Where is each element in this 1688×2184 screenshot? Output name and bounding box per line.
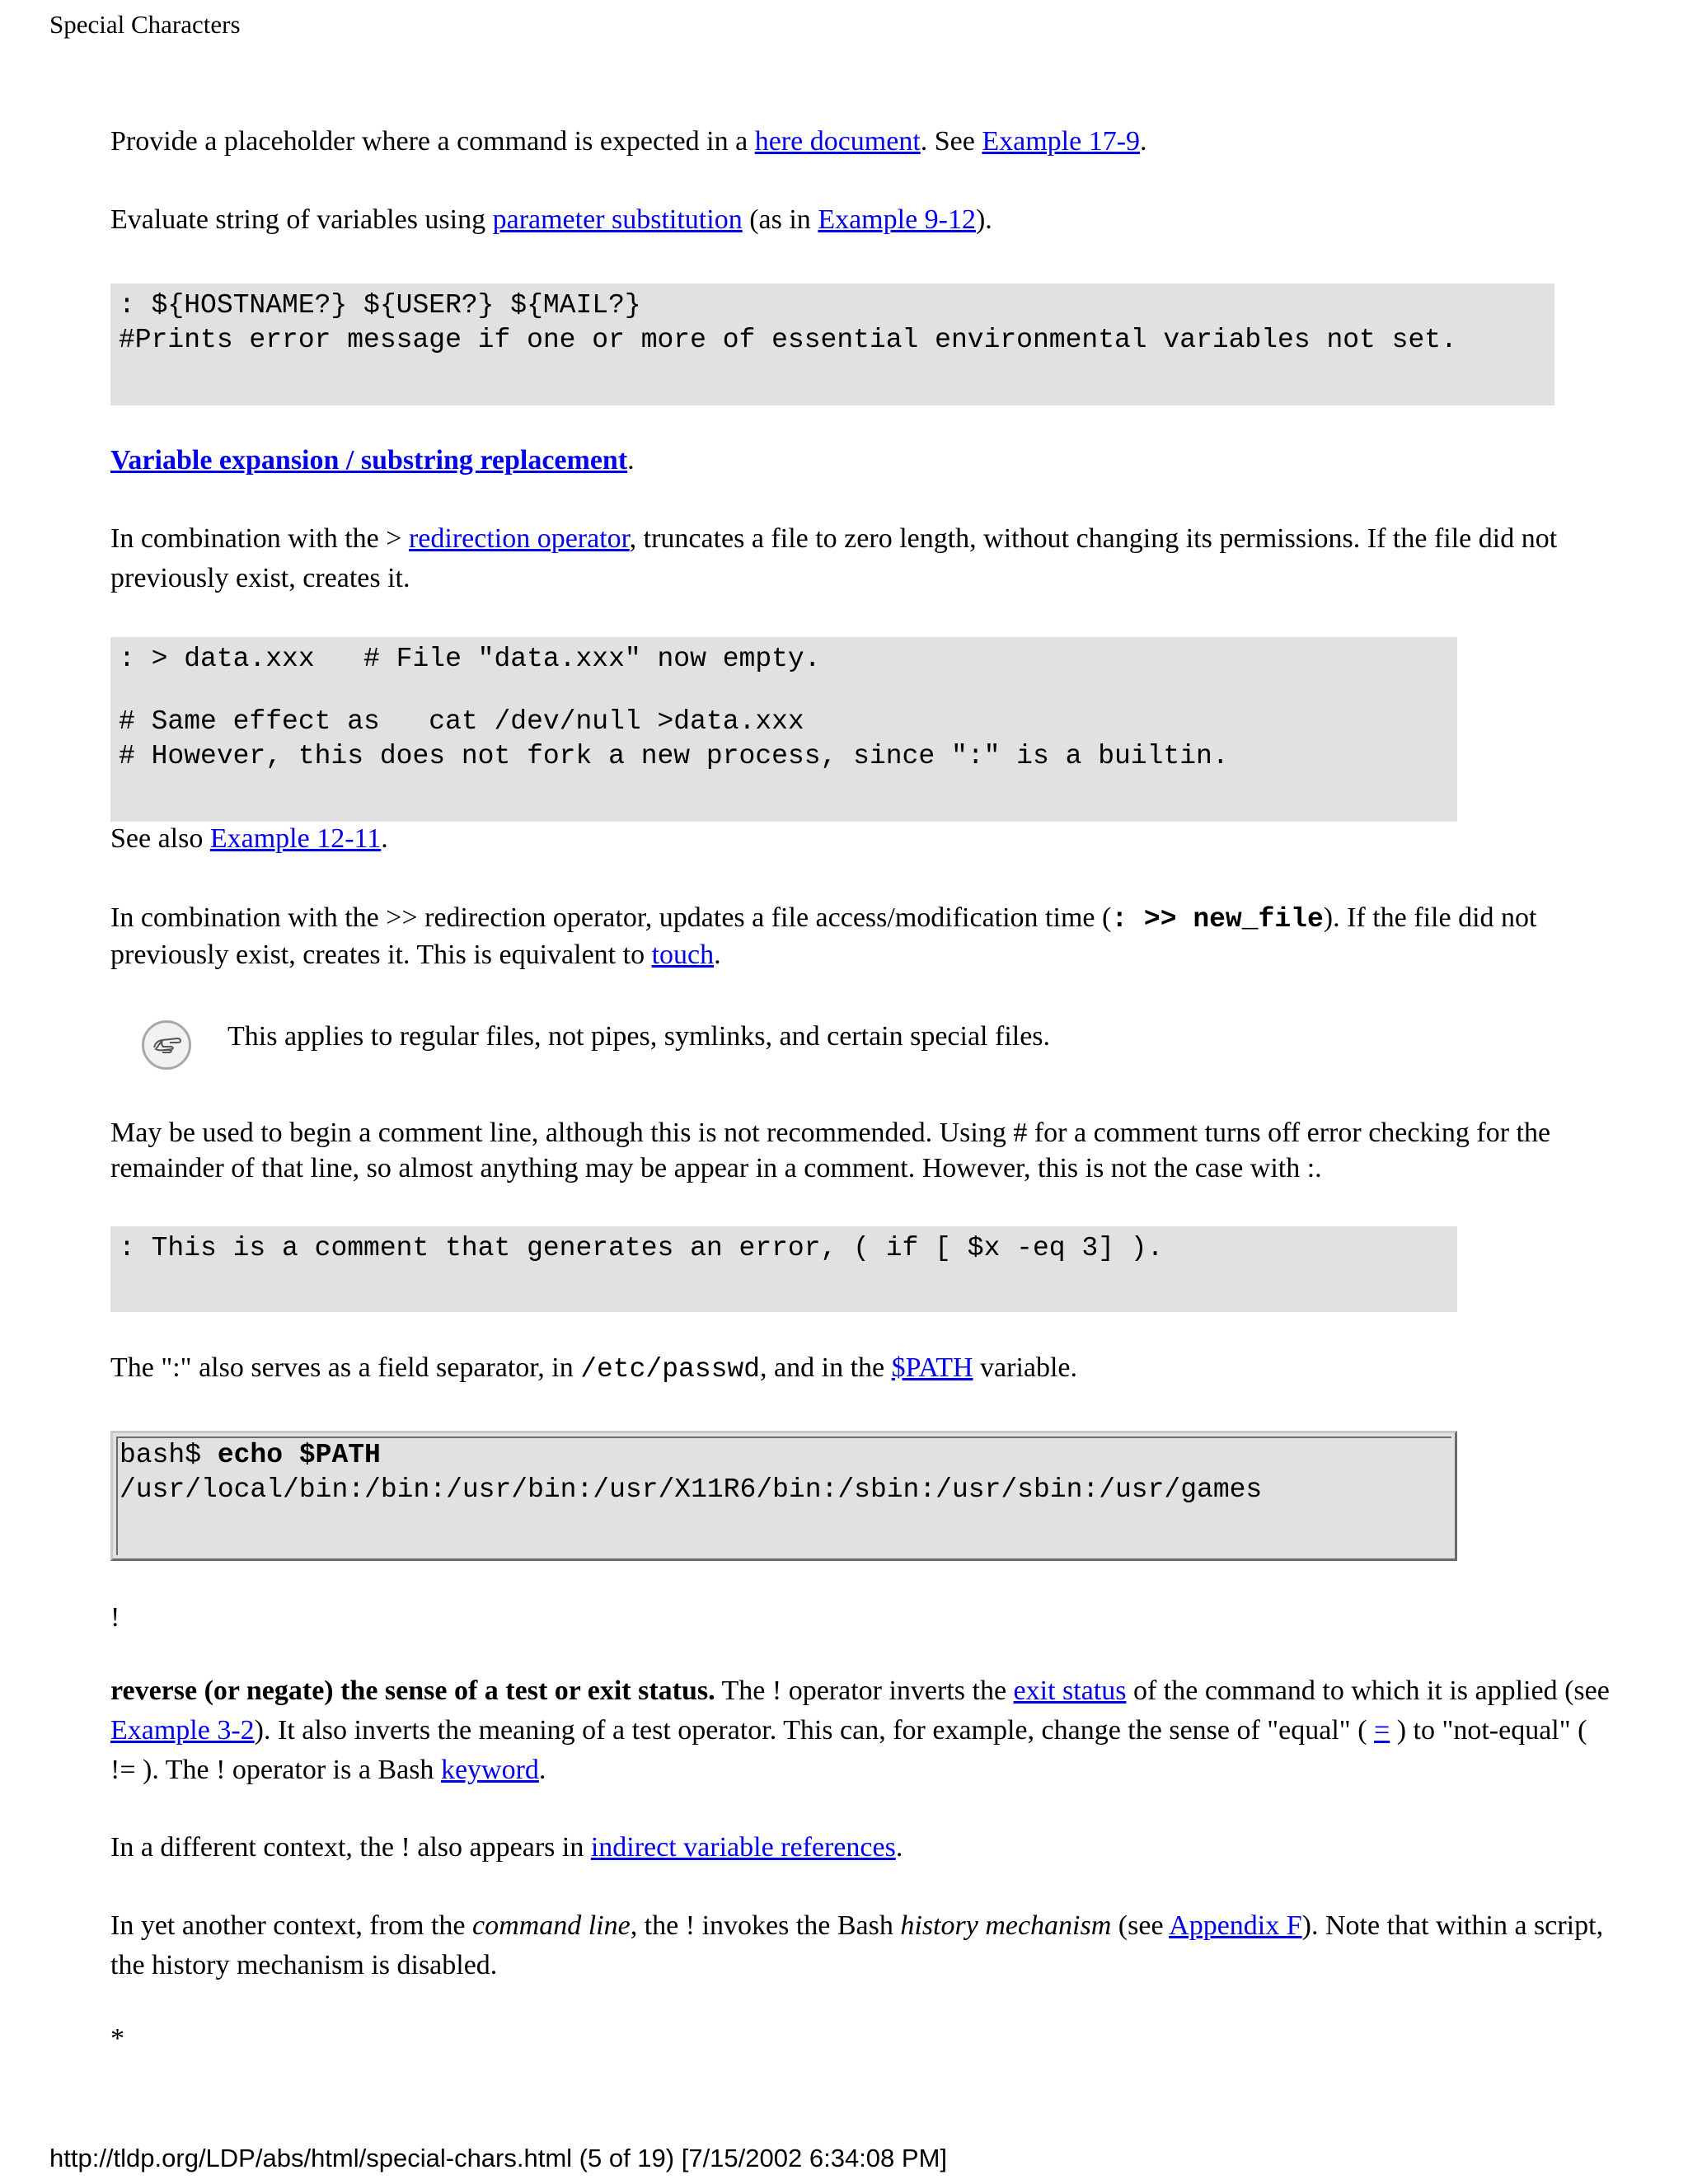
paragraph-truncate — [110, 519, 1619, 598]
command: echo $PATH — [217, 1440, 381, 1470]
link-touch[interactable]: touch — [651, 940, 715, 970]
bold-text: reverse (or negate) the sense of a test or exit status. — [110, 1675, 715, 1706]
text: . — [627, 445, 635, 476]
code-line: # Same effect as cat /dev/null >data.xxx — [119, 706, 804, 737]
symbol-star: * — [110, 2023, 124, 2054]
code-block-env-vars — [110, 284, 1554, 405]
output: /usr/local/bin:/bin:/usr/bin:/usr/X11R6/bin:/sbin:/usr/sbin:/usr/games — [120, 1474, 1263, 1505]
text: In combination with the > — [110, 523, 409, 554]
text: The ! operator inverts the — [715, 1675, 1014, 1706]
link-parameter-substitution[interactable]: parameter substitution — [492, 204, 743, 235]
link-example-17-9[interactable]: Example 17-9 — [982, 126, 1141, 157]
text: Provide a placeholder where a command is expected in a — [110, 126, 755, 157]
code-line: : ${HOSTNAME?} ${USER?} ${MAIL?} — [119, 290, 641, 321]
emphasis: history mechanism — [900, 1910, 1112, 1941]
code-block-comment — [110, 1226, 1457, 1312]
code-line: #Prints error message if one or more of essential environmental variables not set. — [119, 325, 1457, 355]
text: , truncates a file to zero length, without changing its permissions. If the file did not previously exist, creates it. — [110, 523, 1558, 593]
text: variable. — [973, 1352, 1078, 1383]
text: In a different context, the ! also appears in — [110, 1832, 591, 1863]
pointing-hand-icon-graphic — [144, 1023, 189, 1067]
text: Evaluate string of variables using — [110, 204, 493, 235]
code-line: : > data.xxx # File "data.xxx" now empty. — [119, 644, 821, 674]
page-footer: http://tldp.org/LDP/abs/html/special-chars.html (5 of 19) [7/15/2002 6:34:08 PM] — [49, 2144, 948, 2172]
text: In yet another context, from the — [110, 1910, 473, 1941]
text: , the ! invokes the Bash — [630, 1910, 901, 1941]
link-keyword[interactable]: keyword — [440, 1755, 539, 1785]
link-path[interactable]: $PATH — [891, 1352, 973, 1383]
code-block-truncate — [110, 637, 1457, 822]
text: . — [895, 1832, 903, 1863]
link-variable-expansion[interactable]: Variable expansion / substring replacement — [110, 445, 628, 476]
text: ) to "not-equal" ( != ). The ! operator is a Bash — [110, 1715, 1587, 1785]
emphasis: command line — [472, 1910, 631, 1941]
link-exit-status[interactable]: exit status — [1013, 1675, 1127, 1706]
paragraph-evaluate — [110, 200, 1619, 240]
text: . — [1140, 126, 1147, 157]
link-example-12-11[interactable]: Example 12-11 — [209, 823, 382, 854]
text: In combination with the >> redirection operator, updates a file access/modification time ( — [110, 902, 1112, 933]
paragraph-field-separator — [110, 1348, 1619, 1390]
text: See also — [110, 823, 210, 854]
text: The ":" also serves as a field separator, in — [110, 1352, 581, 1383]
paragraph-variable-expansion — [110, 441, 1619, 480]
paragraph-negate — [110, 1671, 1619, 1790]
terminal-screen — [110, 1431, 1457, 1561]
symbol-bang: ! — [110, 1602, 120, 1633]
link-indirect-variable-references[interactable]: indirect variable references — [590, 1832, 896, 1863]
link-redirection-operator[interactable]: redirection operator — [408, 523, 630, 554]
paragraph-append — [110, 900, 1619, 972]
inline-code: /etc/passwd — [580, 1354, 761, 1385]
text: of the command to which it is applied (see — [1126, 1675, 1610, 1706]
code-line: # However, this does not fork a new process, since ":" is a builtin. — [119, 741, 1229, 771]
code-line: : This is a comment that generates an error, ( if [ $x -eq 3] ). — [119, 1233, 1164, 1263]
text: . — [714, 940, 721, 970]
paragraph-placeholder — [110, 122, 1619, 162]
text: . — [538, 1755, 546, 1785]
paragraph-history — [110, 1906, 1619, 1985]
link-appendix-f[interactable]: Appendix F — [1169, 1910, 1302, 1941]
text: . — [381, 823, 388, 854]
paragraph-indirect — [110, 1828, 1619, 1868]
text: ). It also inverts the meaning of a test operator. This can, for example, change the sense of "equal" ( — [254, 1715, 1375, 1746]
text: , and in the — [760, 1352, 892, 1383]
terminal-screen-content — [116, 1436, 1451, 1555]
text: ). — [975, 204, 992, 235]
inline-code: : >> new_file — [1111, 904, 1324, 935]
link-example-3-2[interactable]: Example 3-2 — [110, 1715, 255, 1746]
page-header: Special Characters — [49, 10, 241, 39]
text: ). If the file did not previously exist, creates it. This is equivalent to — [110, 902, 1537, 970]
note-text: This applies to regular files, not pipes, symlinks, and certain special files. — [227, 1021, 1051, 1052]
text: ). Note that within a script, the history mechanism is disabled. — [110, 1910, 1604, 1980]
link-here-document[interactable]: here document — [754, 126, 921, 157]
pointing-hand-icon — [142, 1020, 191, 1070]
text: (as in — [742, 204, 818, 235]
text: . See — [920, 126, 982, 157]
link-equal[interactable]: = — [1374, 1715, 1390, 1746]
paragraph-comment: May be used to begin a comment line, although this is not recommended. Using # for a comment turns off error checking for the remainder of that line, so almost anything may be appear in a comment. However, this is not the case with :. — [110, 1118, 1551, 1183]
text: (see — [1111, 1910, 1170, 1941]
paragraph-see-also — [110, 819, 1619, 859]
prompt: bash$ — [120, 1440, 218, 1470]
link-example-9-12[interactable]: Example 9-12 — [818, 204, 976, 235]
